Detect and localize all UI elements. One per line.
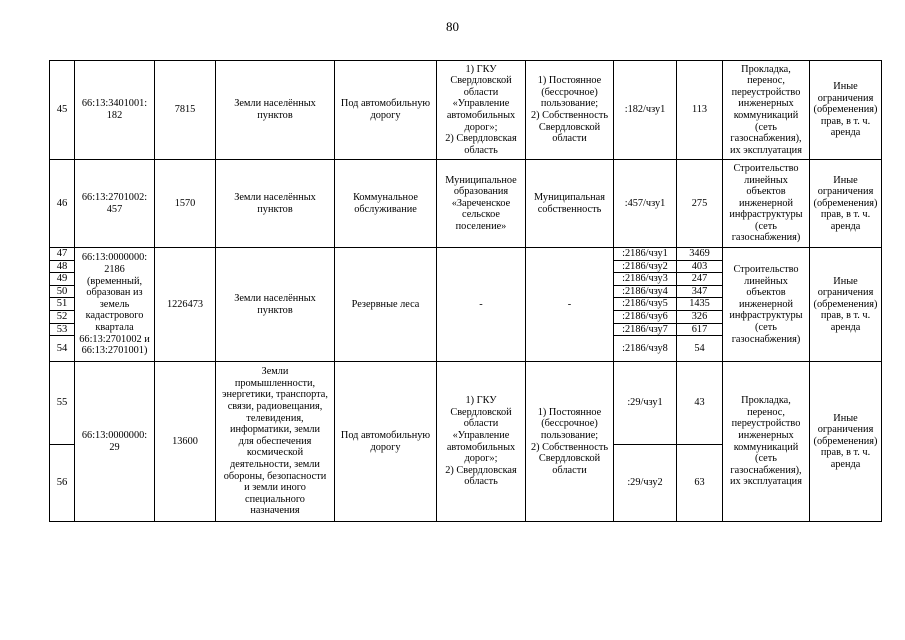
page-number: 80 <box>446 19 459 34</box>
plot-area: 7815 <box>155 61 216 160</box>
row-number: 46 <box>50 160 75 248</box>
plot-part: :2186/чзу4 <box>614 285 677 298</box>
plot-part: :2186/чзу2 <box>614 260 677 273</box>
part-area: 63 <box>677 445 723 522</box>
part-area: 617 <box>677 323 723 336</box>
row-number: 45 <box>50 61 75 160</box>
table-row <box>50 362 882 445</box>
owner: 1) ГКУ Свердловской области «Управление автомобильных дорог»; 2) Свердловская область <box>437 362 526 522</box>
row-number: 50 <box>50 285 75 298</box>
land-category: Земли населённых пунктов <box>216 160 335 248</box>
table-row <box>50 61 882 160</box>
cadastral-number: 66:13:3401001: 182 <box>75 61 155 160</box>
table-row <box>50 248 882 261</box>
permitted-use: Под автомобильную дорогу <box>335 362 437 522</box>
plot-part: :457/чзу1 <box>614 160 677 248</box>
part-area: 113 <box>677 61 723 160</box>
right-type: - <box>526 248 614 362</box>
plot-part: :2186/чзу3 <box>614 273 677 286</box>
cadastral-number: 66:13:2701002: 457 <box>75 160 155 248</box>
row-number: 54 <box>50 336 75 362</box>
plot-part: :2186/чзу8 <box>614 336 677 362</box>
owner: 1) ГКУ Свердловской области «Управление автомобильных дорог»; 2) Свердловская область <box>437 61 526 160</box>
right-type: Муниципальная собственность <box>526 160 614 248</box>
purpose: Прокладка, перенос, переустройство инженерных коммуникаций (сеть газоснабжения), их эксплуатация <box>723 61 810 160</box>
part-area: 326 <box>677 310 723 323</box>
part-area: 347 <box>677 285 723 298</box>
restriction: Иные ограничения (обременения) прав, в т. ч. аренда <box>810 61 882 160</box>
cadastral-number: 66:13:0000000: 2186 (временный, образован из земель кадастрового квартала 66:13:2701002 и 66:13:2701001) <box>75 248 155 362</box>
restriction: Иные ограничения (обременения) прав, в т. ч. аренда <box>810 248 882 362</box>
plot-part: :29/чзу2 <box>614 445 677 522</box>
row-number: 52 <box>50 310 75 323</box>
table-row <box>50 160 882 248</box>
plot-part: :182/чзу1 <box>614 61 677 160</box>
purpose: Строительство линейных объектов инженерной инфраструктуры (сеть газоснабжения) <box>723 160 810 248</box>
permitted-use: Под автомобильную дорогу <box>335 61 437 160</box>
row-number: 55 <box>50 362 75 445</box>
part-area: 247 <box>677 273 723 286</box>
plot-part: :2186/чзу1 <box>614 248 677 261</box>
land-category: Земли населённых пунктов <box>216 61 335 160</box>
cadastral-number: 66:13:0000000: 29 <box>75 362 155 522</box>
purpose: Прокладка, перенос, переустройство инженерных коммуникаций (сеть газоснабжения), их эксплуатация <box>723 362 810 522</box>
part-area: 1435 <box>677 298 723 311</box>
plot-part: :2186/чзу6 <box>614 310 677 323</box>
row-number: 56 <box>50 445 75 522</box>
plot-part: :29/чзу1 <box>614 362 677 445</box>
plot-area: 1226473 <box>155 248 216 362</box>
part-area: 43 <box>677 362 723 445</box>
plot-area: 1570 <box>155 160 216 248</box>
part-area: 403 <box>677 260 723 273</box>
row-number: 53 <box>50 323 75 336</box>
owner: Муниципальное образования «Зареченское сельское поселение» <box>437 160 526 248</box>
plot-part: :2186/чзу5 <box>614 298 677 311</box>
land-plots-table <box>49 60 882 522</box>
row-number: 47 <box>50 248 75 261</box>
restriction: Иные ограничения (обременения) прав, в т. ч. аренда <box>810 362 882 522</box>
part-area: 275 <box>677 160 723 248</box>
permitted-use: Коммунальное обслуживание <box>335 160 437 248</box>
owner: - <box>437 248 526 362</box>
purpose: Строительство линейных объектов инженерной инфраструктуры (сеть газоснабжения) <box>723 248 810 362</box>
row-number: 48 <box>50 260 75 273</box>
restriction: Иные ограничения (обременения) прав, в т. ч. аренда <box>810 160 882 248</box>
part-area: 3469 <box>677 248 723 261</box>
plot-part: :2186/чзу7 <box>614 323 677 336</box>
permitted-use: Резервные леса <box>335 248 437 362</box>
row-number: 51 <box>50 298 75 311</box>
plot-area: 13600 <box>155 362 216 522</box>
land-category: Земли промышленности, энергетики, транспорта, связи, радиовещания, телевидения, информатики, земли для обеспечения космической деятельности, земли обороны, безопасности и земли иного специального назначения <box>216 362 335 522</box>
part-area: 54 <box>677 336 723 362</box>
right-type: 1) Постоянное (бессрочное) пользование; 2) Собственность Свердловской области <box>526 61 614 160</box>
row-number: 49 <box>50 273 75 286</box>
land-category: Земли населённых пунктов <box>216 248 335 362</box>
right-type: 1) Постоянное (бессрочное) пользование; 2) Собственность Свердловской области <box>526 362 614 522</box>
